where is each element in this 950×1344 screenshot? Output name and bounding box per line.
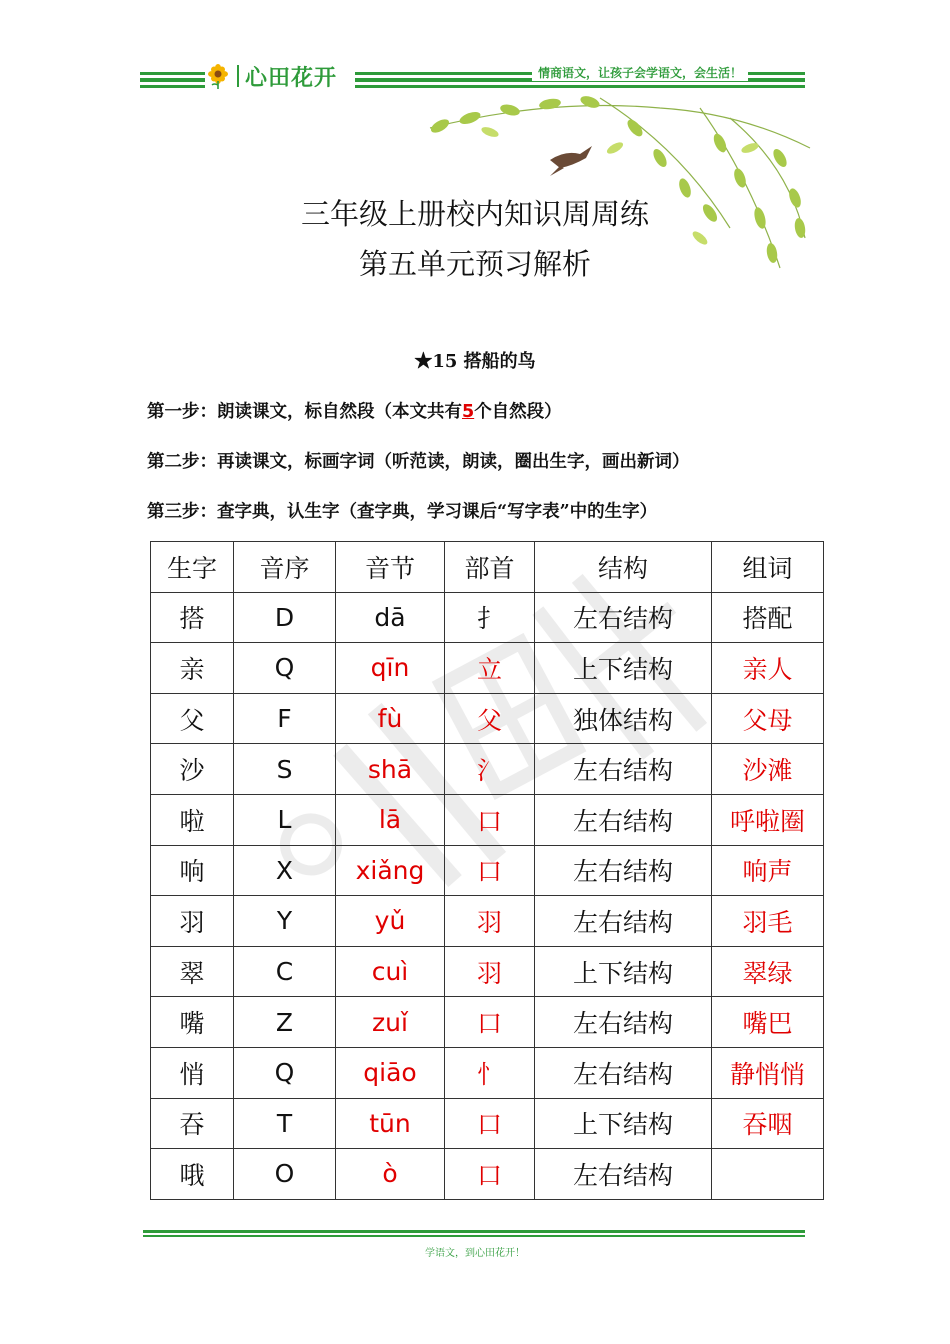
brand-logo — [205, 58, 355, 94]
cell-pinyin: dā — [336, 592, 445, 643]
cell-word: 静悄悄 — [712, 1047, 824, 1098]
cell-structure: 左右结构 — [535, 794, 712, 845]
header-char: 生字 — [151, 542, 234, 593]
cell-radical: 羽 — [445, 946, 535, 997]
cell-radical: 口 — [445, 997, 535, 1048]
lesson-heading: ★15 搭船的鸟 — [414, 351, 536, 372]
cell-letter: O — [234, 1149, 336, 1200]
cell-structure: 上下结构 — [535, 946, 712, 997]
cell-structure: 左右结构 — [535, 1047, 712, 1098]
cell-pinyin: fù — [336, 693, 445, 744]
page-title: 三年级上册校内知识周周练 — [300, 197, 649, 231]
cell-pinyin: shā — [336, 744, 445, 795]
cell-word — [712, 1149, 824, 1200]
footer-rule — [143, 1230, 805, 1238]
cell-radical: 口 — [445, 1098, 535, 1149]
cell-pinyin: zuǐ — [336, 997, 445, 1048]
cell-pinyin: cuì — [336, 946, 445, 997]
sunflower-icon — [205, 63, 231, 89]
step-one-suffix: 个自然段） — [474, 402, 562, 422]
cell-char: 吞 — [151, 1098, 234, 1149]
logo-text: 心田花开 — [245, 65, 338, 91]
header-pinyin: 音节 — [336, 542, 445, 593]
cell-word: 响声 — [712, 845, 824, 896]
cell-pinyin: ò — [336, 1149, 445, 1200]
cell-structure: 上下结构 — [535, 643, 712, 694]
cell-radical: 忄 — [445, 1047, 535, 1098]
table-row — [151, 744, 824, 795]
cell-radical: 口 — [445, 845, 535, 896]
table-header-row — [151, 542, 824, 593]
table-row — [151, 592, 824, 643]
cell-pinyin: qīn — [336, 643, 445, 694]
cell-radical: 羽 — [445, 896, 535, 947]
cell-word: 亲人 — [712, 643, 824, 694]
cell-structure: 左右结构 — [535, 592, 712, 643]
cell-word: 吞咽 — [712, 1098, 824, 1149]
header-slogan: 情商语文，让孩子会学语文，会生活！ — [532, 64, 748, 81]
cell-letter: T — [234, 1098, 336, 1149]
cell-char: 沙 — [151, 744, 234, 795]
cell-pinyin: qiāo — [336, 1047, 445, 1098]
cell-radical: 父 — [445, 693, 535, 744]
table-row — [151, 794, 824, 845]
step-two: 第二步：再读课文，标画字词（听范读，朗读，圈出生字，画出新词） — [147, 452, 690, 472]
cell-letter: Q — [234, 643, 336, 694]
cell-word: 沙滩 — [712, 744, 824, 795]
cell-word: 呼啦圈 — [712, 794, 824, 845]
cell-structure: 独体结构 — [535, 693, 712, 744]
header-structure: 结构 — [535, 542, 712, 593]
character-table — [150, 541, 824, 1200]
cell-char: 响 — [151, 845, 234, 896]
cell-word: 父母 — [712, 693, 824, 744]
cell-char: 悄 — [151, 1047, 234, 1098]
table-row — [151, 1149, 824, 1200]
cell-pinyin: lā — [336, 794, 445, 845]
cell-structure: 左右结构 — [535, 1149, 712, 1200]
table-row — [151, 896, 824, 947]
logo-divider — [237, 65, 239, 87]
table-row — [151, 1098, 824, 1149]
cell-pinyin: xiǎng — [336, 845, 445, 896]
cell-letter: F — [234, 693, 336, 744]
cell-letter: L — [234, 794, 336, 845]
footer-slogan: 学语文，到心田花开！ — [425, 1248, 525, 1259]
table-row — [151, 997, 824, 1048]
cell-char: 父 — [151, 693, 234, 744]
cell-structure: 左右结构 — [535, 845, 712, 896]
cell-word: 嘴巴 — [712, 997, 824, 1048]
table-row — [151, 946, 824, 997]
cell-structure: 左右结构 — [535, 744, 712, 795]
step-one — [147, 398, 562, 423]
cell-radical: 扌 — [445, 592, 535, 643]
cell-char: 哦 — [151, 1149, 234, 1200]
table-row — [151, 643, 824, 694]
cell-char: 啦 — [151, 794, 234, 845]
cell-radical: 口 — [445, 1149, 535, 1200]
cell-pinyin: yǔ — [336, 896, 445, 947]
cell-structure: 左右结构 — [535, 896, 712, 947]
cell-letter: S — [234, 744, 336, 795]
table-row — [151, 693, 824, 744]
cell-char: 亲 — [151, 643, 234, 694]
cell-letter: D — [234, 592, 336, 643]
page-subtitle: 第五单元预习解析 — [358, 247, 591, 281]
cell-word: 羽毛 — [712, 896, 824, 947]
step-three: 第三步：查字典，认生字（查字典，学习课后“写字表”中的生字） — [147, 502, 658, 522]
cell-structure: 左右结构 — [535, 997, 712, 1048]
paragraph-count: 5 — [462, 402, 475, 422]
cell-radical: 口 — [445, 794, 535, 845]
cell-letter: Z — [234, 997, 336, 1048]
step-one-prefix: 第一步：朗读课文，标自然段（本文共有 — [147, 402, 462, 422]
cell-char: 翠 — [151, 946, 234, 997]
table-row — [151, 1047, 824, 1098]
cell-word: 翠绿 — [712, 946, 824, 997]
cell-word: 搭配 — [712, 592, 824, 643]
header-letter: 音序 — [234, 542, 336, 593]
cell-radical: 氵 — [445, 744, 535, 795]
header-radical: 部首 — [445, 542, 535, 593]
cell-letter: X — [234, 845, 336, 896]
cell-letter: Q — [234, 1047, 336, 1098]
cell-char: 嘴 — [151, 997, 234, 1048]
cell-letter: Y — [234, 896, 336, 947]
cell-letter: C — [234, 946, 336, 997]
cell-pinyin: tūn — [336, 1098, 445, 1149]
table-row — [151, 845, 824, 896]
header-word: 组词 — [712, 542, 824, 593]
cell-char: 羽 — [151, 896, 234, 947]
cell-char: 搭 — [151, 592, 234, 643]
cell-structure: 上下结构 — [535, 1098, 712, 1149]
cell-radical: 立 — [445, 643, 535, 694]
